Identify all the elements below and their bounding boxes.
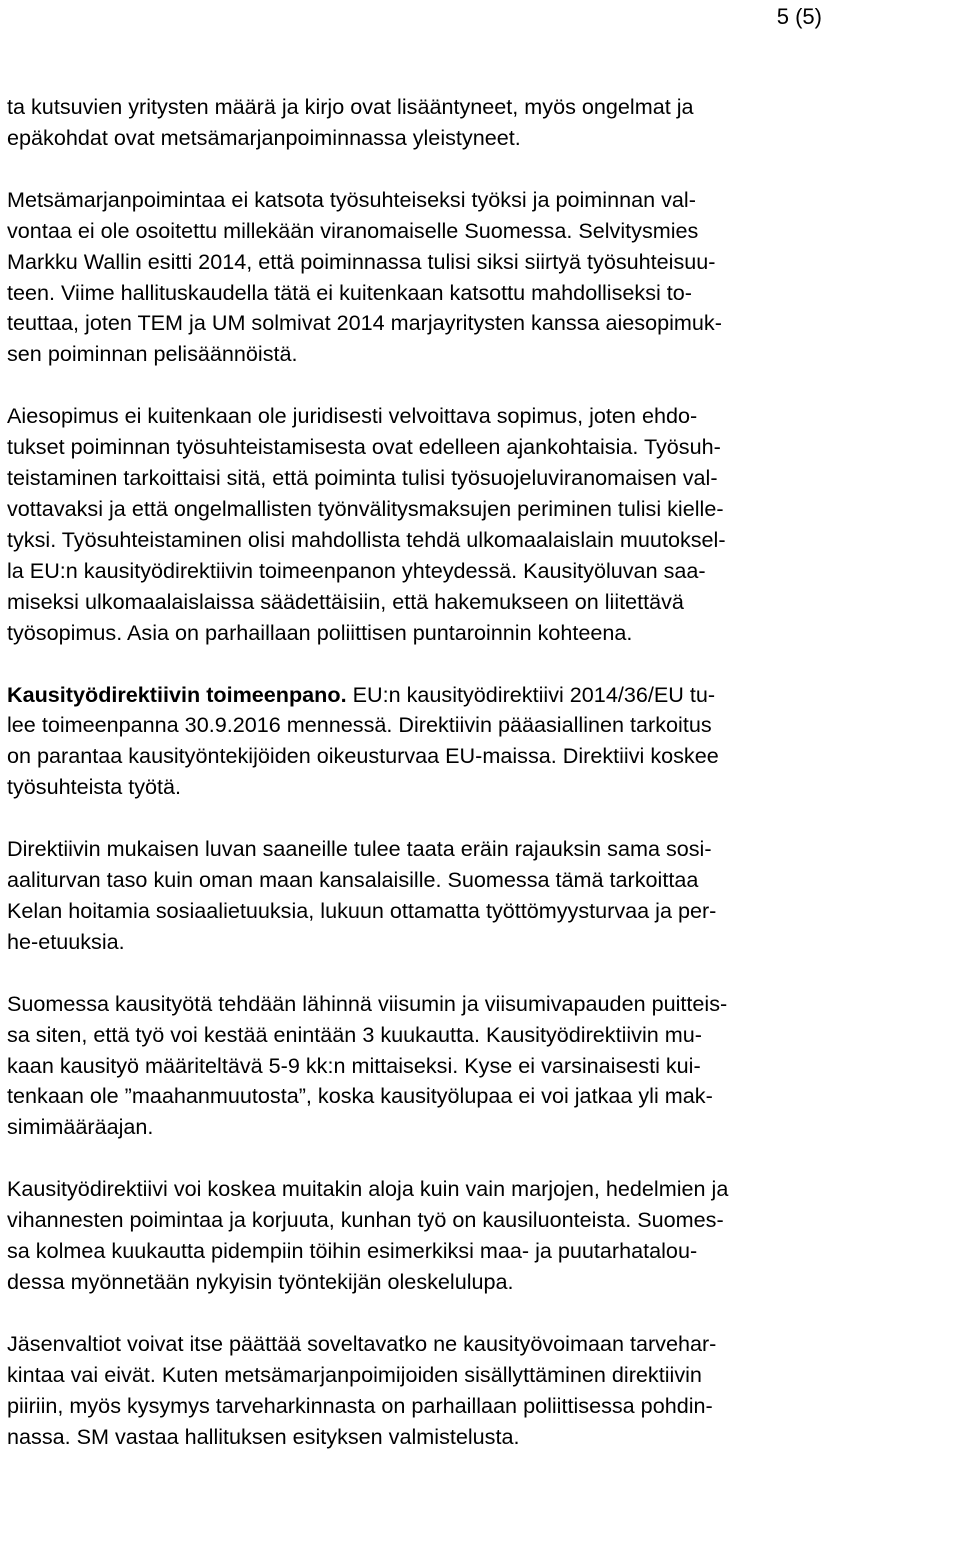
text-line: ta kutsuvien yritysten määrä ja kirjo ovat lisääntyneet, myös ongelmat ja bbox=[7, 94, 694, 119]
text-line: he-etuuksia. bbox=[7, 928, 125, 954]
paragraph-8 bbox=[7, 1329, 955, 1453]
text-line: teuttaa, joten TEM ja UM solmivat 2014 marjayritysten kanssa aiesopimuk- bbox=[7, 310, 722, 336]
text-line: Aiesopimus ei kuitenkaan ole juridisesti velvoittava sopimus, joten ehdo- bbox=[7, 403, 698, 429]
paragraph-7 bbox=[7, 1174, 955, 1298]
text-line: tenkaan ole ”maahanmuutosta”, koska kausityölupaa ei voi jatkaa yli mak- bbox=[7, 1083, 713, 1109]
text-line: kintaa vai eivät. Kuten metsämarjanpoimijoiden sisällyttäminen direktiivin bbox=[7, 1361, 702, 1387]
page-number: 5 (5) bbox=[776, 4, 822, 29]
section-heading: Kausityödirektiivin toimeenpano. bbox=[7, 681, 347, 707]
text-line: Kelan hoitamia sosiaalietuuksia, lukuun ottamatta työttömyysturvaa ja per- bbox=[7, 897, 717, 923]
text-line: la EU:n kausityödirektiivin toimeenpanon yhteydessä. Kausityöluvan saa- bbox=[7, 557, 706, 583]
text-line: vihannesten poimintaa ja korjuuta, kunhan työ on kausiluonteista. Suomes- bbox=[7, 1207, 724, 1233]
text-line: nassa. SM vastaa hallituksen esityksen valmistelusta. bbox=[7, 1423, 520, 1449]
text-line: aaliturvan taso kuin oman maan kansalaisille. Suomessa tämä tarkoittaa bbox=[7, 867, 699, 893]
text-line: dessa myönnetään nykyisin työntekijän oleskelulupa. bbox=[7, 1269, 514, 1294]
text-line: Metsämarjanpoimintaa ei katsota työsuhteiseksi työksi ja poiminnan val- bbox=[7, 186, 696, 212]
paragraph-2 bbox=[7, 185, 955, 370]
text-line bbox=[7, 680, 955, 711]
text-line: on parantaa kausityöntekijöiden oikeusturvaa EU-maissa. Direktiivi koskee bbox=[7, 743, 719, 769]
text-line: epäkohdat ovat metsämarjanpoiminnassa yleistyneet. bbox=[7, 124, 521, 150]
text-line: sa kolmea kuukautta pidempiin töihin esimerkiksi maa- ja puutarhatalou- bbox=[7, 1238, 698, 1264]
text-line: tukset poiminnan työsuhteistamisesta ovat edelleen ajankohtaisia. Työsuh- bbox=[7, 434, 721, 460]
text-line: Jäsenvaltiot voivat itse päättää soveltavatko ne kausityövoimaan tarvehar- bbox=[7, 1330, 717, 1356]
text-line: työsuhteista työtä. bbox=[7, 774, 182, 800]
paragraph-5 bbox=[7, 834, 955, 958]
text-line: kaan kausityö määriteltävä 5-9 kk:n mittaiseksi. Kyse ei varsinaisesti kui- bbox=[7, 1052, 701, 1078]
text-line: Suomessa kausityötä tehdään lähinnä viisumin ja viisumivapauden puitteis- bbox=[7, 990, 728, 1016]
paragraph-3 bbox=[7, 401, 955, 648]
text-line: sen poiminnan pelisäännöistä. bbox=[7, 341, 298, 367]
text-line: Direktiivin mukaisen luvan saaneille tulee taata eräin rajauksin sama sosi- bbox=[7, 836, 712, 862]
text-line: miseksi ulkomaalaislaissa säädettäisiin, että hakemukseen on liitettävä bbox=[7, 588, 684, 614]
document-body bbox=[7, 92, 955, 1484]
text-line: lee toimeenpanna 30.9.2016 mennessä. Direktiivin pääasiallinen tarkoitus bbox=[7, 712, 712, 738]
text-line: vottavaksi ja että ongelmallisten työnvälitysmaksujen periminen tulisi kielle- bbox=[7, 495, 724, 521]
text-line: Kausityödirektiivi voi koskea muitakin aloja kuin vain marjojen, hedelmien ja bbox=[7, 1176, 729, 1202]
paragraph-4 bbox=[7, 680, 955, 804]
text-line: simimääräajan. bbox=[7, 1114, 154, 1140]
text-line: teistaminen tarkoittaisi sitä, että poiminta tulisi työsuojeluviranomaisen val- bbox=[7, 465, 718, 491]
text-line: piiriin, myös kysymys tarveharkinnasta on parhaillaan poliittisessa pohdin- bbox=[7, 1392, 713, 1418]
text-line: sa siten, että työ voi kestää enintään 3 kuukautta. Kausityödirektiivin mu- bbox=[7, 1021, 702, 1047]
paragraph-1 bbox=[7, 92, 955, 154]
paragraph-6 bbox=[7, 989, 955, 1144]
text-line: tyksi. Työsuhteistaminen olisi mahdollista tehdä ulkomaalaislain muutoksel- bbox=[7, 526, 726, 552]
text-line: teen. Viime hallituskaudella tätä ei kuitenkaan katsottu mahdolliseksi to- bbox=[7, 279, 692, 305]
text-line: vontaa ei ole osoitettu millekään viranomaiselle Suomessa. Selvitysmies bbox=[7, 217, 699, 243]
text-line: Markku Wallin esitti 2014, että poiminnassa tulisi siksi siirtyä työsuhteisuu- bbox=[7, 248, 716, 274]
heading-continuation: EU:n kausityödirektiivi 2014/36/EU tu- bbox=[346, 681, 716, 707]
text-line: työsopimus. Asia on parhaillaan poliittisen puntaroinnin kohteena. bbox=[7, 619, 633, 645]
